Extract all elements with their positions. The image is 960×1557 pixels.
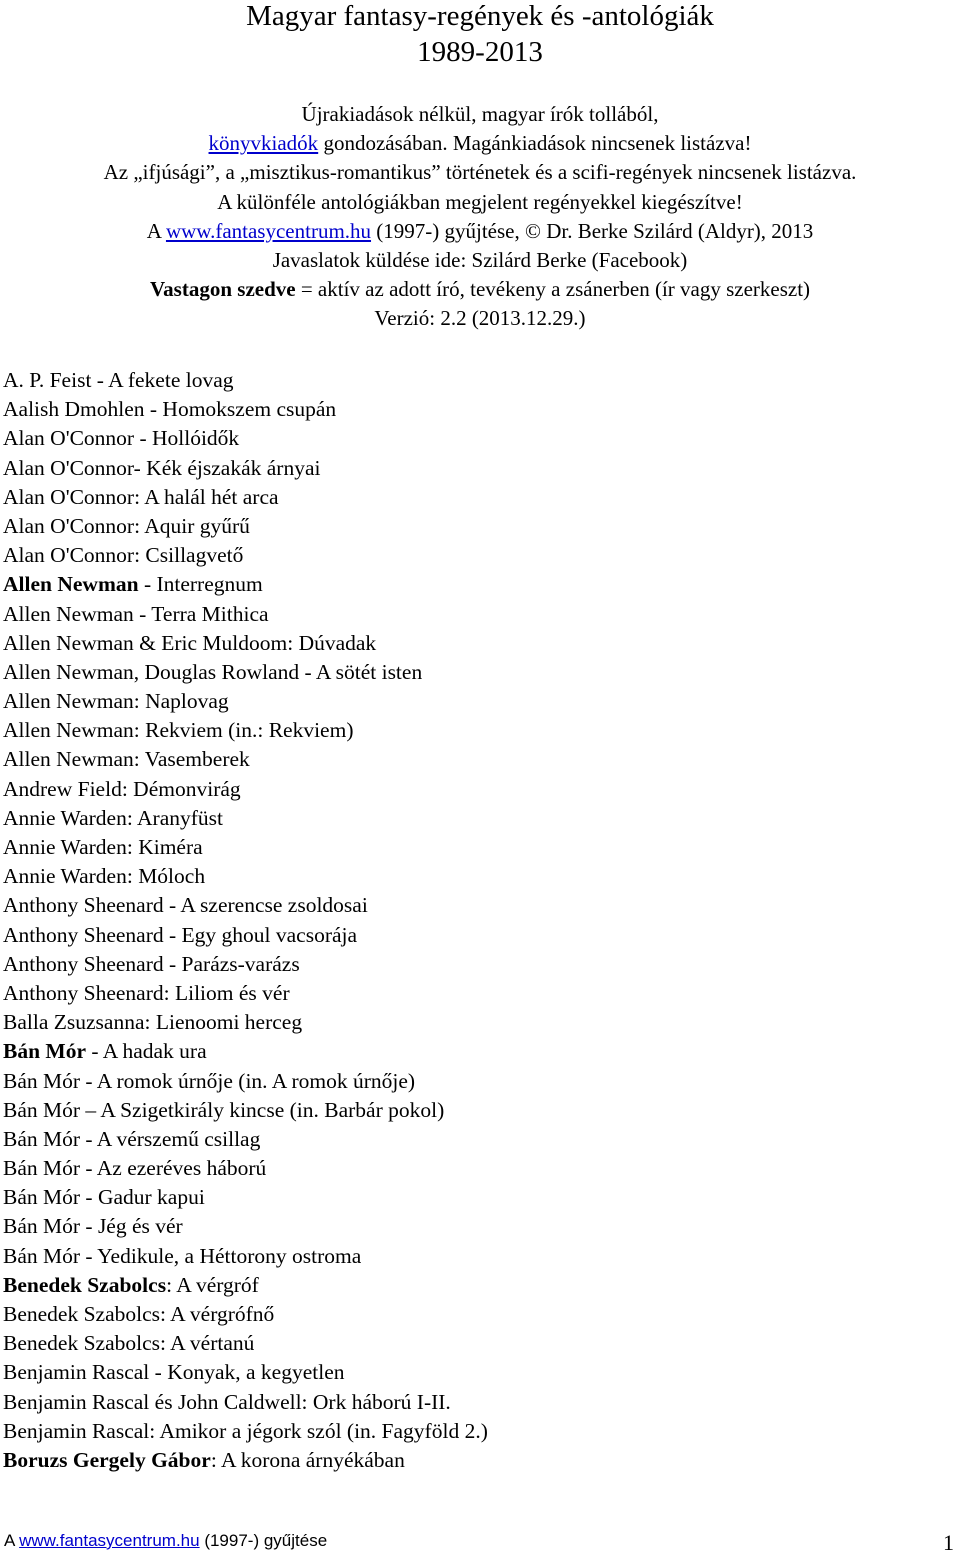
list-item bbox=[3, 1096, 488, 1125]
intro-line-7 bbox=[0, 275, 960, 304]
list-item-text: Bán Mór - A romok úrnője (in. A romok úrnője) bbox=[3, 1068, 416, 1093]
active-author-name: Allen Newman bbox=[3, 572, 139, 597]
list-item bbox=[3, 366, 488, 395]
list-item bbox=[3, 1388, 488, 1417]
list-item bbox=[3, 862, 488, 891]
list-item bbox=[3, 483, 488, 512]
list-item bbox=[3, 1212, 488, 1241]
version-line: Verzió: 2.2 (2013.12.29.) bbox=[374, 306, 586, 331]
list-item-text: Allen Newman: Naplovag bbox=[3, 689, 229, 714]
list-item bbox=[3, 1271, 488, 1300]
legend-bold-label: Vastagon szedve bbox=[149, 277, 296, 302]
list-item-text: Allen Newman: Rekviem (in.: Rekviem) bbox=[3, 718, 354, 743]
page-subtitle-years: 1989-2013 bbox=[417, 36, 543, 68]
list-item-text: Alan O'Connor: Aquir gyűrű bbox=[3, 513, 250, 538]
list-item-text: Benjamin Rascal - Konyak, a kegyetlen bbox=[3, 1360, 345, 1385]
list-item-text: Aalish Dmohlen - Homokszem csupán bbox=[3, 397, 337, 422]
active-author-name: Boruzs Gergely Gábor bbox=[3, 1447, 211, 1472]
intro-line-5-prefix: A bbox=[146, 218, 166, 243]
fantasycentrum-link[interactable]: www.fantasycentrum.hu bbox=[165, 218, 372, 243]
active-author-name: Benedek Szabolcs bbox=[3, 1272, 167, 1297]
list-item bbox=[3, 512, 488, 541]
list-item bbox=[3, 600, 488, 629]
list-item bbox=[3, 950, 488, 979]
list-item-text: Allen Newman & Eric Muldoom: Dúvadak bbox=[3, 630, 377, 655]
list-item bbox=[3, 424, 488, 453]
list-item bbox=[3, 395, 488, 424]
list-item bbox=[3, 1125, 488, 1154]
list-item-text: Benjamin Rascal: Amikor a jégork szól (in. Fagyföld 2.) bbox=[3, 1418, 488, 1443]
list-item-text: Benjamin Rascal és John Caldwell: Ork háború I-II. bbox=[3, 1389, 451, 1414]
intro-block bbox=[0, 100, 960, 334]
list-item-text: Anthony Sheenard: Liliom és vér bbox=[3, 980, 290, 1005]
book-list bbox=[3, 366, 488, 1475]
list-item-text: Anthony Sheenard - A szerencse zsoldosai bbox=[3, 893, 368, 918]
list-item bbox=[3, 1300, 488, 1329]
list-item bbox=[3, 775, 488, 804]
intro-line-2 bbox=[0, 129, 960, 158]
page-title: Magyar fantasy-regények és -antológiák bbox=[246, 0, 714, 32]
list-item bbox=[3, 629, 488, 658]
list-item-text: Allen Newman, Douglas Rowland - A sötét isten bbox=[3, 659, 423, 684]
list-item-text: Anthony Sheenard - Parázs-varázs bbox=[3, 951, 300, 976]
list-item bbox=[3, 1154, 488, 1183]
list-item-text: - Interregnum bbox=[138, 572, 263, 597]
list-item-text: Alan O'Connor: A halál hét arca bbox=[3, 484, 279, 509]
footer-prefix: A bbox=[4, 1531, 20, 1550]
list-item bbox=[3, 921, 488, 950]
list-item-text: Allen Newman - Terra Mithica bbox=[3, 601, 269, 626]
list-item-text: Bán Mór - Gadur kapui bbox=[3, 1185, 205, 1210]
list-item bbox=[3, 1067, 488, 1096]
list-item bbox=[3, 1183, 488, 1212]
list-item-text: Benedek Szabolcs: A vértanú bbox=[3, 1331, 255, 1356]
intro-line-1: Újrakiadások nélkül, magyar írók tollából, bbox=[301, 102, 659, 126]
intro-line-2-rest: gondozásában. Magánkiadások nincsenek listázva! bbox=[318, 131, 752, 156]
list-item-text: Allen Newman: Vasemberek bbox=[3, 747, 250, 772]
list-item bbox=[3, 1037, 488, 1066]
intro-line-3: Az „ifjúsági”, a „misztikus-romantikus” történetek és a scifi-regények nincsenek listázva. bbox=[103, 160, 857, 185]
list-item bbox=[3, 454, 488, 483]
list-item bbox=[3, 1008, 488, 1037]
intro-line-4: A különféle antológiákban megjelent regényekkel kiegészítve! bbox=[217, 189, 743, 214]
list-item-text: : A vérgróf bbox=[166, 1272, 259, 1297]
list-item-text: Alan O'Connor - Hollóidők bbox=[3, 426, 240, 451]
list-item bbox=[3, 891, 488, 920]
publishers-link[interactable]: könyvkiadók bbox=[208, 131, 319, 156]
list-item-text: Anthony Sheenard - Egy ghoul vacsorája bbox=[3, 922, 358, 947]
list-item bbox=[3, 804, 488, 833]
intro-line-7-rest: = aktív az adott író, tevékeny a zsánerben (ír vagy szerkeszt) bbox=[295, 277, 811, 302]
list-item bbox=[3, 1358, 488, 1387]
intro-line-5-rest: (1997-) gyűjtése, © Dr. Berke Szilárd (Aldyr), 2013 bbox=[371, 218, 814, 243]
list-item-text: Annie Warden: Móloch bbox=[3, 864, 206, 889]
list-item-text: : A korona árnyékában bbox=[210, 1447, 405, 1472]
list-item-text: Bán Mór - Az ezeréves háború bbox=[3, 1156, 267, 1181]
list-item-text: Bán Mór – A Szigetkirály kincse (in. Barbár pokol) bbox=[3, 1097, 445, 1122]
list-item-text: - A hadak ura bbox=[86, 1039, 207, 1064]
page-footer bbox=[4, 1530, 327, 1552]
list-item bbox=[3, 833, 488, 862]
list-item-text: Balla Zsuzsanna: Lienoomi herceg bbox=[3, 1010, 303, 1035]
list-item bbox=[3, 1242, 488, 1271]
intro-line-6: Javaslatok küldése ide: Szilárd Berke (Facebook) bbox=[272, 248, 688, 273]
list-item bbox=[3, 745, 488, 774]
list-item bbox=[3, 541, 488, 570]
list-item-text: Annie Warden: Aranyfüst bbox=[3, 805, 223, 830]
list-item-text: Alan O'Connor- Kék éjszakák árnyai bbox=[3, 455, 321, 480]
list-item-text: A. P. Feist - A fekete lovag bbox=[3, 368, 234, 392]
list-item bbox=[3, 1417, 488, 1446]
list-item bbox=[3, 687, 488, 716]
list-item-text: Annie Warden: Kiméra bbox=[3, 835, 203, 859]
list-item bbox=[3, 979, 488, 1008]
list-item bbox=[3, 1446, 488, 1475]
list-item-text: Bán Mór - Jég és vér bbox=[3, 1214, 183, 1239]
list-item bbox=[3, 1329, 488, 1358]
list-item-text: Bán Mór - A vérszemű csillag bbox=[3, 1126, 261, 1151]
list-item-text: Alan O'Connor: Csillagvető bbox=[3, 543, 244, 568]
footer-fantasycentrum-link[interactable]: www.fantasycentrum.hu bbox=[19, 1531, 200, 1550]
list-item bbox=[3, 570, 488, 599]
list-item bbox=[3, 658, 488, 687]
list-item-text: Andrew Field: Démonvirág bbox=[3, 776, 241, 801]
list-item-text: Bán Mór - Yedikule, a Héttorony ostroma bbox=[3, 1243, 362, 1268]
page-number: 1 bbox=[943, 1530, 954, 1555]
active-author-name: Bán Mór bbox=[3, 1039, 87, 1064]
footer-rest: (1997-) gyűjtése bbox=[199, 1531, 328, 1550]
list-item bbox=[3, 716, 488, 745]
intro-line-5 bbox=[0, 217, 960, 246]
list-item-text: Benedek Szabolcs: A vérgrófnő bbox=[3, 1302, 275, 1326]
